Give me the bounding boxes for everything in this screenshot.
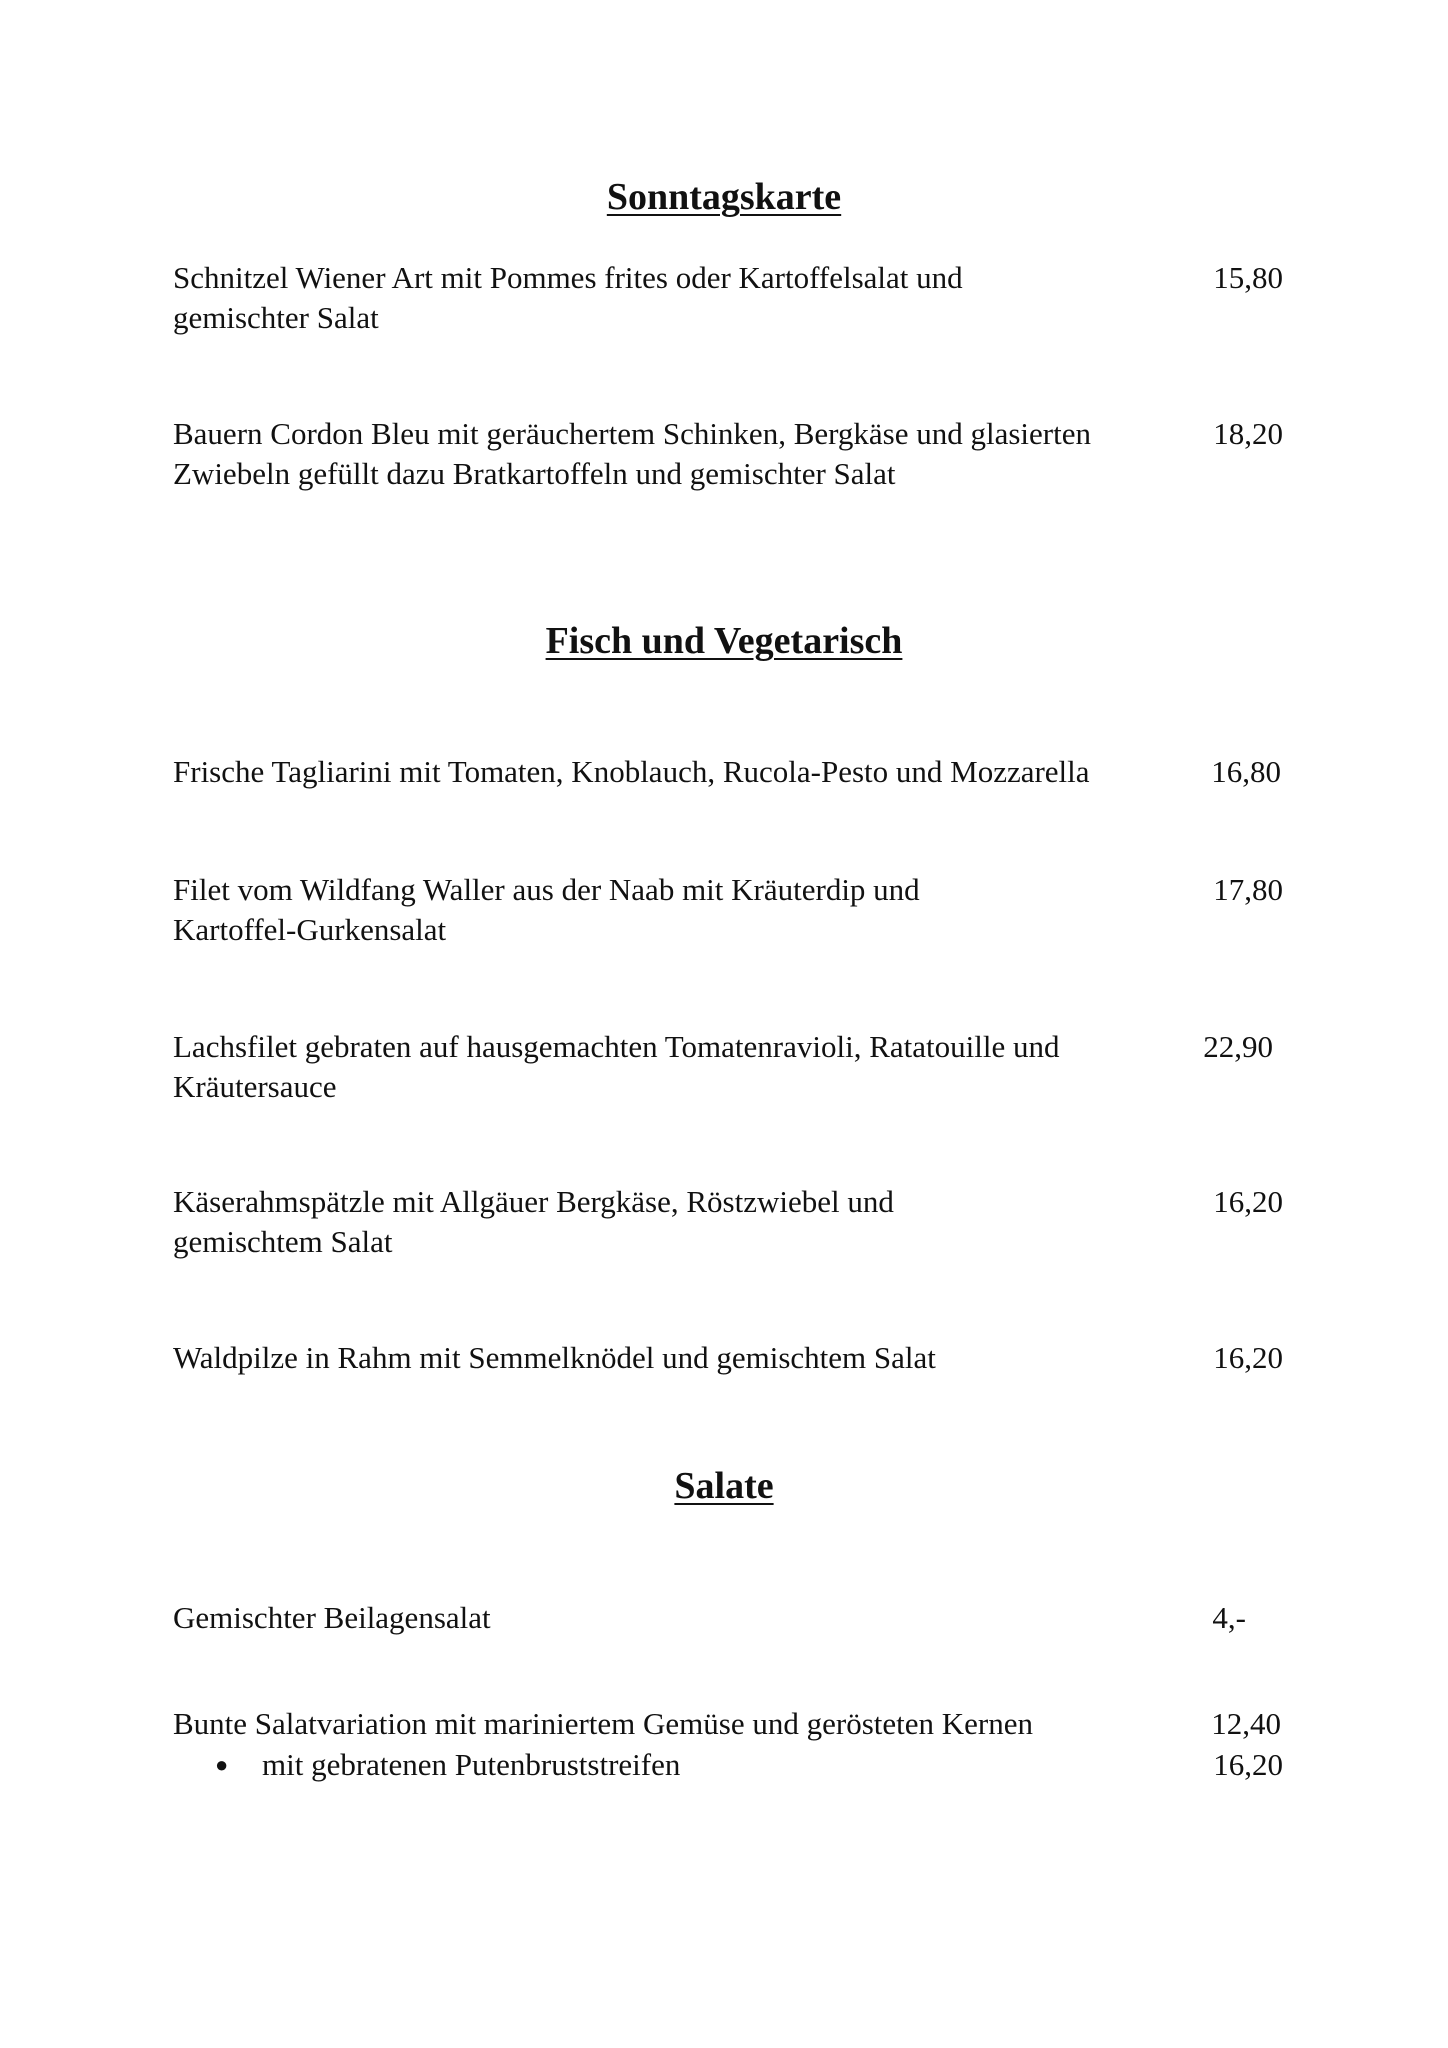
menu-item-price: 16,80 — [1211, 754, 1281, 789]
menu-item-price: 22,90 — [1203, 1029, 1273, 1064]
bullet-icon: ● — [215, 1752, 229, 1777]
menu-item-description: Gemischter Beilagensalat — [173, 1600, 491, 1635]
menu-sub-item-description: mit gebratenen Putenbruststreifen — [262, 1747, 681, 1782]
section-title-fisch-und-vegetarisch: Fisch und Vegetarisch — [545, 620, 903, 662]
menu-item-description: Waldpilze in Rahm mit Semmelknödel und gemischtem Salat — [173, 1340, 936, 1375]
menu-item — [173, 414, 1283, 494]
menu-item — [173, 1182, 1283, 1262]
menu-item-price: 17,80 — [1213, 872, 1283, 907]
menu-item-description: Filet vom Wildfang Waller aus der Naab mit Kräuterdip und Kartoffel-Gurkensalat — [173, 872, 920, 947]
menu-item-price: 18,20 — [1213, 416, 1283, 451]
menu-item — [173, 870, 1283, 950]
section-title-salate: Salate — [674, 1465, 774, 1507]
menu-item-description: Bunte Salatvariation mit mariniertem Gemüse und gerösteten Kernen — [173, 1706, 1033, 1741]
menu-item — [173, 1027, 1273, 1107]
menu-item-description: Lachsfilet gebraten auf hausgemachten Tomatenravioli, Ratatouille und Kräutersauce — [173, 1029, 1060, 1104]
menu-item-description: Bauern Cordon Bleu mit geräuchertem Schinken, Bergkäse und glasierten Zwiebeln gefüllt dazu Bratkartoffeln und gemischter Salat — [173, 416, 1091, 491]
menu-item-price: 15,80 — [1213, 260, 1283, 295]
menu-item-price: 16,20 — [1213, 1184, 1283, 1219]
menu-item — [173, 258, 1283, 338]
menu-item-price: 16,20 — [1213, 1340, 1283, 1375]
menu-item — [173, 1598, 1246, 1638]
menu-item-description: Frische Tagliarini mit Tomaten, Knoblauch, Rucola-Pesto und Mozzarella — [173, 754, 1090, 789]
menu-item — [173, 1704, 1281, 1744]
menu-item — [173, 1338, 1283, 1378]
menu-item-price: 4,- — [1212, 1600, 1246, 1635]
section-title-sonntagskarte: Sonntagskarte — [606, 176, 842, 218]
menu-sub-item-price: 16,20 — [1213, 1747, 1283, 1782]
menu-item-price: 12,40 — [1211, 1706, 1281, 1741]
menu-item-description: Schnitzel Wiener Art mit Pommes frites oder Kartoffelsalat und gemischter Salat — [173, 260, 963, 335]
menu-item — [173, 752, 1281, 792]
menu-item-description: Käserahmspätzle mit Allgäuer Bergkäse, Röstzwiebel und gemischtem Salat — [173, 1184, 894, 1259]
menu-sub-item — [215, 1745, 1283, 1785]
